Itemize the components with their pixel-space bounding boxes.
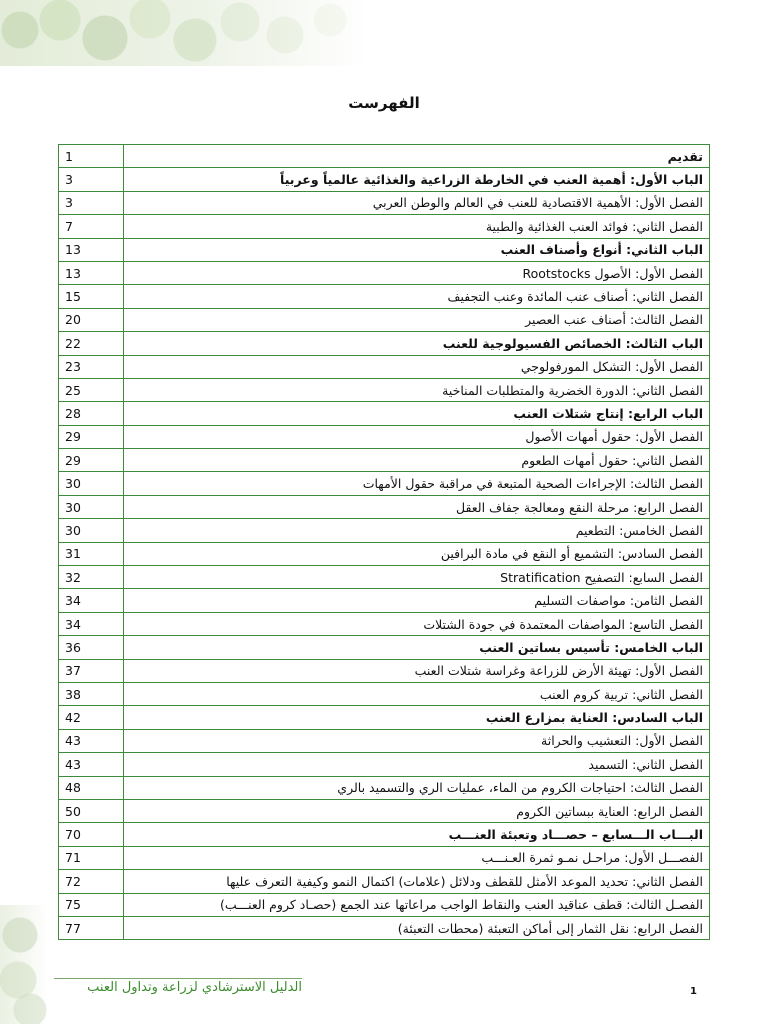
toc-page-number: 3 xyxy=(59,191,124,214)
toc-page-number: 29 xyxy=(59,449,124,472)
page-number: 1 xyxy=(690,986,697,997)
toc-entry-title: الفصل الأول: تهيئة الأرض للزراعة وغراسة شتلات العنب xyxy=(124,659,710,682)
toc-entry-title: الفصل التاسع: المواصفات المعتمدة في جودة الشتلات xyxy=(124,612,710,635)
grape-leaves-header-image xyxy=(0,0,370,66)
grape-leaves-corner-image xyxy=(0,905,48,1024)
page-title: الفهرست xyxy=(348,94,420,112)
toc-entry-title: الفصل الثالث: احتياجات الكروم من الماء، عمليات الري والتسميد بالري xyxy=(124,776,710,799)
table-row xyxy=(59,916,710,939)
toc-page-number: 37 xyxy=(59,659,124,682)
toc-entry-title: الفصل الثاني: فوائد العنب الغذائية والطبية xyxy=(124,215,710,238)
toc-entry-title: الباب الأول: أهمية العنب في الخارطة الزراعية والغذائية عالمياً وعربياً xyxy=(124,168,710,191)
toc-entry-title: الفصل الثاني: التسميد xyxy=(124,753,710,776)
toc-page-number: 29 xyxy=(59,425,124,448)
toc-entry-title: الفصل الثاني: الدورة الخضرية والمتطلبات المناخية xyxy=(124,378,710,401)
toc-page-number: 43 xyxy=(59,729,124,752)
toc-entry-title: الباب الثاني: أنواع وأصناف العنب xyxy=(124,238,710,261)
table-row xyxy=(59,682,710,705)
table-row xyxy=(59,285,710,308)
toc-entry-title: الفصل الرابع: مرحلة النقع ومعالجة جفاف العقل xyxy=(124,495,710,518)
toc-page-number: 71 xyxy=(59,846,124,869)
toc-entry-title: الفصل الثالث: الإجراءات الصحية المتبعة في مراقبة حقول الأمهات xyxy=(124,472,710,495)
toc-entry-title: الفصل الثامن: مواصفات التسليم xyxy=(124,589,710,612)
toc-page-number: 75 xyxy=(59,893,124,916)
table-row xyxy=(59,332,710,355)
table-row xyxy=(59,870,710,893)
toc-entry-title: الفصل الخامس: التطعيم xyxy=(124,519,710,542)
toc-entry-title: الفصـــل الأول: مراحـل نمـو ثمرة العـنـــب xyxy=(124,846,710,869)
toc-page-number: 25 xyxy=(59,378,124,401)
toc-page-number: 38 xyxy=(59,682,124,705)
toc-page-number: 30 xyxy=(59,472,124,495)
table-row xyxy=(59,659,710,682)
toc-page-number: 7 xyxy=(59,215,124,238)
toc-page-number: 34 xyxy=(59,612,124,635)
table-row xyxy=(59,402,710,425)
table-row xyxy=(59,472,710,495)
toc-page-number: 3 xyxy=(59,168,124,191)
toc-page-number: 23 xyxy=(59,355,124,378)
toc-entry-title: الفصل السادس: التشميع أو النقع في مادة البرافين xyxy=(124,542,710,565)
toc-page-number: 30 xyxy=(59,519,124,542)
toc-entry-title: الباب الثالث: الخصائص الفسيولوجية للعنب xyxy=(124,332,710,355)
table-row xyxy=(59,378,710,401)
toc-entry-title: الفصل الأول: الأصول Rootstocks xyxy=(124,261,710,284)
toc-entry-title: الفصل الثاني: تربية كروم العنب xyxy=(124,682,710,705)
toc-entry-title: الفصل السابع: التصفيح Stratification xyxy=(124,566,710,589)
toc-entry-title: الفصل الرابع: العناية ببساتين الكروم xyxy=(124,799,710,822)
toc-page-number: 50 xyxy=(59,799,124,822)
table-row xyxy=(59,729,710,752)
table-row xyxy=(59,355,710,378)
table-row xyxy=(59,612,710,635)
toc-page-number: 22 xyxy=(59,332,124,355)
toc-entry-title: الفصل الثاني: حقول أمهات الطعوم xyxy=(124,449,710,472)
toc-page-number: 13 xyxy=(59,238,124,261)
toc-entry-title: الفصل الثاني: تحديد الموعد الأمثل للقطف ودلائل (علامات) اكتمال النمو وكيفية التعرف عليها xyxy=(124,870,710,893)
toc-entry-title: الباب السادس: العناية بمزارع العنب xyxy=(124,706,710,729)
toc-page-number: 43 xyxy=(59,753,124,776)
toc-page-number: 30 xyxy=(59,495,124,518)
table-row xyxy=(59,589,710,612)
table-row xyxy=(59,776,710,799)
toc-entry-title: الباب الرابع: إنتاج شتلات العنب xyxy=(124,402,710,425)
toc-page-number: 42 xyxy=(59,706,124,729)
toc-entry-title: الفصل الرابع: نقل الثمار إلى أماكن التعبئة (محطات التعبئة) xyxy=(124,916,710,939)
toc-page-number: 28 xyxy=(59,402,124,425)
footer-divider xyxy=(54,978,302,979)
toc-page-number: 20 xyxy=(59,308,124,331)
table-row xyxy=(59,542,710,565)
toc-page-number: 48 xyxy=(59,776,124,799)
toc-entry-title: الفصل الثالث: أصناف عنب العصير xyxy=(124,308,710,331)
table-row xyxy=(59,893,710,916)
table-row xyxy=(59,168,710,191)
toc-entry-title: الفصل الأول: التعشيب والحراثة xyxy=(124,729,710,752)
table-of-contents xyxy=(58,144,710,940)
toc-page-number: 1 xyxy=(59,145,124,168)
table-row xyxy=(59,145,710,168)
table-row xyxy=(59,308,710,331)
table-row xyxy=(59,191,710,214)
table-row xyxy=(59,425,710,448)
table-row xyxy=(59,449,710,472)
toc-page-number: 34 xyxy=(59,589,124,612)
table-row xyxy=(59,495,710,518)
table-row xyxy=(59,238,710,261)
toc-entry-title: الفصل الأول: التشكل المورفولوجي xyxy=(124,355,710,378)
table-row xyxy=(59,261,710,284)
table-row xyxy=(59,215,710,238)
table-row xyxy=(59,846,710,869)
toc-entry-title: تقديم xyxy=(124,145,710,168)
table-row xyxy=(59,799,710,822)
toc-page-number: 31 xyxy=(59,542,124,565)
table-row xyxy=(59,566,710,589)
toc-page-number: 13 xyxy=(59,261,124,284)
toc-entry-title: الفصل الأول: الأهمية الاقتصادية للعنب في العالم والوطن العربي xyxy=(124,191,710,214)
toc-page-number: 70 xyxy=(59,823,124,846)
toc-entry-title: الفصل الثاني: أصناف عنب المائدة وعنب التجفيف xyxy=(124,285,710,308)
table-row xyxy=(59,636,710,659)
table-row xyxy=(59,753,710,776)
toc-page-number: 77 xyxy=(59,916,124,939)
footer-book-title: الدليل الاسترشادي لزراعة وتداول العنب xyxy=(87,980,302,995)
toc-entry-title: البـــاب الـــسابع – حصـــاد وتعبئة العنـــب xyxy=(124,823,710,846)
toc-page-number: 72 xyxy=(59,870,124,893)
toc-entry-title: الفصـل الثالث: قطف عناقيد العنب والنقاط الواجب مراعاتها عند الجمع (حصـاد كروم العنـــب) xyxy=(124,893,710,916)
toc-page-number: 36 xyxy=(59,636,124,659)
table-row xyxy=(59,823,710,846)
toc-entry-title: الفصل الأول: حقول أمهات الأصول xyxy=(124,425,710,448)
table-row xyxy=(59,519,710,542)
toc-page-number: 15 xyxy=(59,285,124,308)
table-row xyxy=(59,706,710,729)
toc-page-number: 32 xyxy=(59,566,124,589)
toc-entry-title: الباب الخامس: تأسيس بساتين العنب xyxy=(124,636,710,659)
